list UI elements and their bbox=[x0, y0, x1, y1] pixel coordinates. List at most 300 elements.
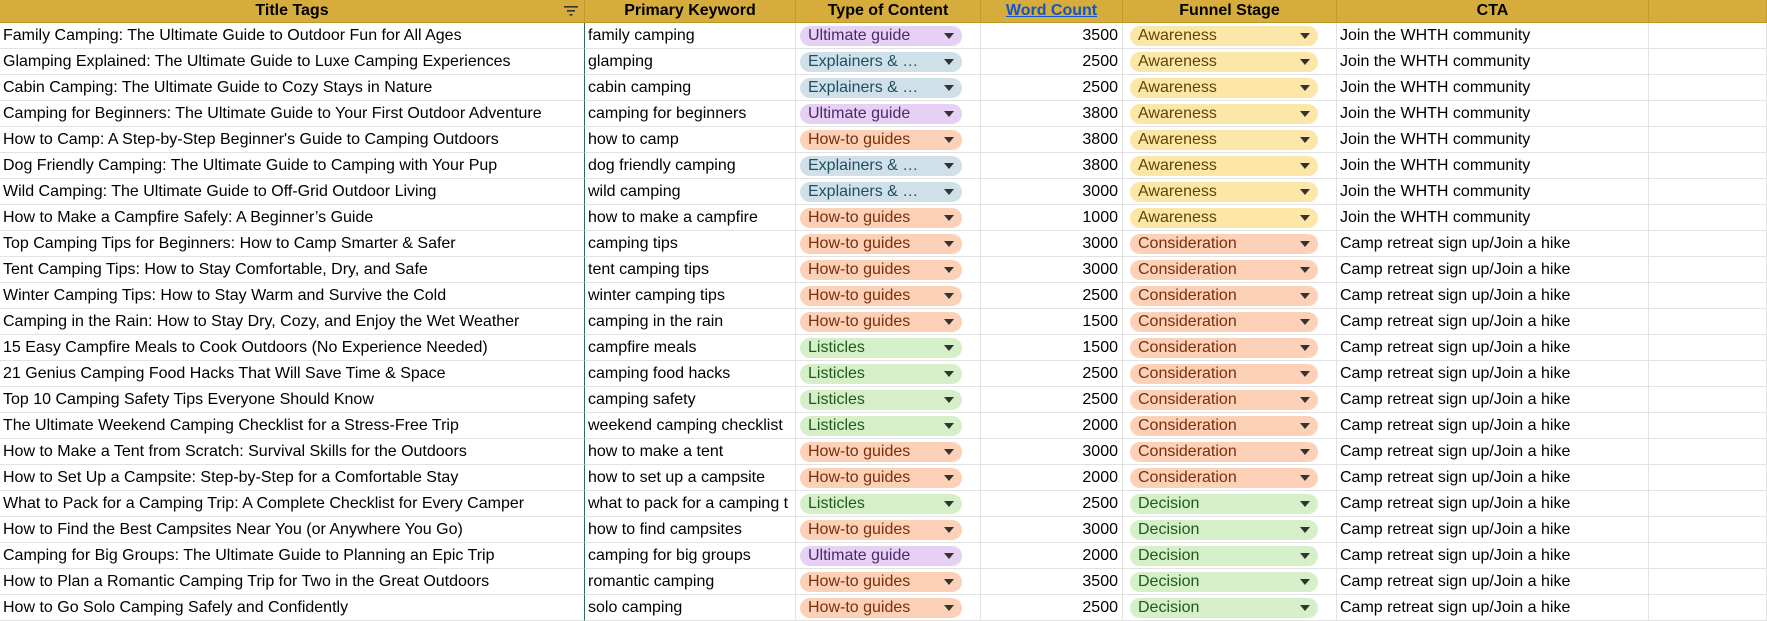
empty-cell[interactable] bbox=[1649, 465, 1767, 491]
primary-keyword-text: dog friendly camping bbox=[588, 156, 736, 174]
type-of-content-value: How-to guides bbox=[808, 468, 911, 486]
funnel-stage-cell[interactable] bbox=[1123, 569, 1337, 595]
word-count-cell[interactable] bbox=[981, 179, 1123, 205]
type-of-content-value: Explainers & … bbox=[808, 156, 919, 174]
dropdown-arrow-icon[interactable] bbox=[944, 579, 954, 585]
empty-cell[interactable] bbox=[1649, 491, 1767, 517]
dropdown-arrow-icon[interactable] bbox=[1300, 59, 1310, 65]
funnel-stage-cell[interactable] bbox=[1123, 517, 1337, 543]
type-of-content-dropdown[interactable] bbox=[800, 546, 962, 566]
empty-cell[interactable] bbox=[1649, 413, 1767, 439]
type-of-content-value: How-to guides bbox=[808, 234, 911, 252]
title-tag-cell[interactable] bbox=[0, 465, 585, 491]
type-of-content-cell[interactable] bbox=[796, 309, 981, 335]
type-of-content-cell[interactable] bbox=[796, 179, 981, 205]
word-count-cell[interactable] bbox=[981, 569, 1123, 595]
empty-cell[interactable] bbox=[1649, 205, 1767, 231]
empty-cell[interactable] bbox=[1649, 569, 1767, 595]
title-tag-cell[interactable] bbox=[0, 309, 585, 335]
cta-cell[interactable] bbox=[1337, 231, 1649, 257]
funnel-stage-dropdown[interactable] bbox=[1130, 260, 1318, 280]
dropdown-arrow-icon[interactable] bbox=[944, 527, 954, 533]
header-primary-keyword[interactable]: Primary Keyword bbox=[585, 0, 796, 23]
dropdown-arrow-icon[interactable] bbox=[1300, 553, 1310, 559]
title-tag-cell[interactable] bbox=[0, 75, 585, 101]
primary-keyword-cell[interactable] bbox=[585, 387, 796, 413]
title-tag-text: Dog Friendly Camping: The Ultimate Guide to Camping with Your Pup bbox=[3, 156, 498, 174]
empty-cell[interactable] bbox=[1649, 283, 1767, 309]
primary-keyword-cell[interactable] bbox=[585, 439, 796, 465]
dropdown-arrow-icon[interactable] bbox=[1300, 371, 1310, 377]
empty-cell[interactable] bbox=[1649, 127, 1767, 153]
dropdown-arrow-icon[interactable] bbox=[944, 475, 954, 481]
primary-keyword-text: tent camping tips bbox=[588, 260, 709, 278]
primary-keyword-text: cabin camping bbox=[588, 78, 692, 96]
word-count-cell[interactable] bbox=[981, 361, 1123, 387]
empty-cell[interactable] bbox=[1649, 335, 1767, 361]
word-count-value: 3800 bbox=[1082, 104, 1118, 122]
dropdown-arrow-icon[interactable] bbox=[1300, 215, 1310, 221]
primary-keyword-cell[interactable] bbox=[585, 231, 796, 257]
funnel-stage-dropdown[interactable] bbox=[1130, 26, 1318, 46]
primary-keyword-cell[interactable] bbox=[585, 361, 796, 387]
title-tag-cell[interactable] bbox=[0, 205, 585, 231]
type-of-content-cell[interactable] bbox=[796, 543, 981, 569]
type-of-content-dropdown[interactable] bbox=[800, 520, 962, 540]
type-of-content-cell[interactable] bbox=[796, 231, 981, 257]
word-count-cell[interactable] bbox=[981, 387, 1123, 413]
primary-keyword-text: romantic camping bbox=[588, 572, 715, 590]
type-of-content-dropdown[interactable] bbox=[800, 598, 962, 618]
type-of-content-dropdown[interactable] bbox=[800, 78, 962, 98]
cta-text: Join the WHTH community bbox=[1340, 182, 1531, 200]
dropdown-arrow-icon[interactable] bbox=[1300, 423, 1310, 429]
dropdown-arrow-icon[interactable] bbox=[1300, 293, 1310, 299]
type-of-content-cell[interactable] bbox=[796, 49, 981, 75]
type-of-content-dropdown[interactable] bbox=[800, 208, 962, 228]
type-of-content-cell[interactable] bbox=[796, 387, 981, 413]
type-of-content-cell[interactable] bbox=[796, 283, 981, 309]
dropdown-arrow-icon[interactable] bbox=[1300, 111, 1310, 117]
dropdown-arrow-icon[interactable] bbox=[1300, 33, 1310, 39]
title-tag-cell[interactable] bbox=[0, 231, 585, 257]
funnel-stage-cell[interactable] bbox=[1123, 75, 1337, 101]
dropdown-arrow-icon[interactable] bbox=[944, 85, 954, 91]
type-of-content-cell[interactable] bbox=[796, 465, 981, 491]
funnel-stage-dropdown[interactable] bbox=[1130, 182, 1318, 202]
dropdown-arrow-icon[interactable] bbox=[944, 163, 954, 169]
cta-cell[interactable] bbox=[1337, 465, 1649, 491]
funnel-stage-cell[interactable] bbox=[1123, 361, 1337, 387]
word-count-cell[interactable] bbox=[981, 491, 1123, 517]
dropdown-arrow-icon[interactable] bbox=[944, 241, 954, 247]
dropdown-arrow-icon[interactable] bbox=[1300, 345, 1310, 351]
primary-keyword-cell[interactable] bbox=[585, 101, 796, 127]
cta-cell[interactable] bbox=[1337, 517, 1649, 543]
dropdown-arrow-icon[interactable] bbox=[944, 423, 954, 429]
dropdown-arrow-icon[interactable] bbox=[1300, 137, 1310, 143]
funnel-stage-dropdown[interactable] bbox=[1130, 312, 1318, 332]
type-of-content-cell[interactable] bbox=[796, 101, 981, 127]
dropdown-arrow-icon[interactable] bbox=[944, 33, 954, 39]
dropdown-arrow-icon[interactable] bbox=[944, 319, 954, 325]
type-of-content-cell[interactable] bbox=[796, 75, 981, 101]
dropdown-arrow-icon[interactable] bbox=[944, 59, 954, 65]
table-body bbox=[0, 23, 1767, 621]
primary-keyword-cell[interactable] bbox=[585, 23, 796, 49]
funnel-stage-dropdown[interactable] bbox=[1130, 338, 1318, 358]
word-count-cell[interactable] bbox=[981, 153, 1123, 179]
type-of-content-cell[interactable] bbox=[796, 439, 981, 465]
cta-cell[interactable] bbox=[1337, 127, 1649, 153]
empty-cell[interactable] bbox=[1649, 517, 1767, 543]
funnel-stage-dropdown[interactable] bbox=[1130, 494, 1318, 514]
funnel-stage-cell[interactable] bbox=[1123, 543, 1337, 569]
word-count-value: 2500 bbox=[1082, 598, 1118, 616]
funnel-stage-cell[interactable] bbox=[1123, 387, 1337, 413]
funnel-stage-dropdown[interactable] bbox=[1130, 52, 1318, 72]
cta-cell[interactable] bbox=[1337, 595, 1649, 621]
cta-cell[interactable] bbox=[1337, 439, 1649, 465]
type-of-content-value: Ultimate guide bbox=[808, 546, 911, 564]
type-of-content-value: Explainers & … bbox=[808, 182, 919, 200]
type-of-content-cell[interactable] bbox=[796, 127, 981, 153]
cta-cell[interactable] bbox=[1337, 335, 1649, 361]
primary-keyword-cell[interactable] bbox=[585, 465, 796, 491]
primary-keyword-cell[interactable] bbox=[585, 517, 796, 543]
cta-cell[interactable] bbox=[1337, 309, 1649, 335]
funnel-stage-dropdown[interactable] bbox=[1130, 234, 1318, 254]
header-word-count-link[interactable]: Word Count bbox=[981, 0, 1123, 23]
cta-cell[interactable] bbox=[1337, 257, 1649, 283]
funnel-stage-value: Consideration bbox=[1138, 442, 1237, 460]
funnel-stage-cell[interactable] bbox=[1123, 309, 1337, 335]
funnel-stage-cell[interactable] bbox=[1123, 439, 1337, 465]
cta-cell[interactable] bbox=[1337, 101, 1649, 127]
cta-cell[interactable] bbox=[1337, 23, 1649, 49]
word-count-value: 3500 bbox=[1082, 572, 1118, 590]
funnel-stage-dropdown[interactable] bbox=[1130, 130, 1318, 150]
cta-cell[interactable] bbox=[1337, 491, 1649, 517]
primary-keyword-cell[interactable] bbox=[585, 309, 796, 335]
title-tag-cell[interactable] bbox=[0, 153, 585, 179]
funnel-stage-value: Consideration bbox=[1138, 260, 1237, 278]
funnel-stage-cell[interactable] bbox=[1123, 595, 1337, 621]
type-of-content-cell[interactable] bbox=[796, 569, 981, 595]
dropdown-arrow-icon[interactable] bbox=[1300, 397, 1310, 403]
word-count-cell[interactable] bbox=[981, 595, 1123, 621]
funnel-stage-dropdown[interactable] bbox=[1130, 156, 1318, 176]
type-of-content-dropdown[interactable] bbox=[800, 364, 962, 384]
funnel-stage-cell[interactable] bbox=[1123, 491, 1337, 517]
empty-cell[interactable] bbox=[1649, 101, 1767, 127]
empty-cell[interactable] bbox=[1649, 595, 1767, 621]
primary-keyword-text: campfire meals bbox=[588, 338, 697, 356]
word-count-cell[interactable] bbox=[981, 75, 1123, 101]
funnel-stage-dropdown[interactable] bbox=[1130, 468, 1318, 488]
dropdown-arrow-icon[interactable] bbox=[1300, 241, 1310, 247]
type-of-content-value: Listicles bbox=[808, 416, 865, 434]
funnel-stage-value: Awareness bbox=[1138, 182, 1217, 200]
dropdown-arrow-icon[interactable] bbox=[1300, 579, 1310, 585]
title-tag-cell[interactable] bbox=[0, 595, 585, 621]
type-of-content-dropdown[interactable] bbox=[800, 442, 962, 462]
type-of-content-dropdown[interactable] bbox=[800, 416, 962, 436]
empty-cell[interactable] bbox=[1649, 49, 1767, 75]
cta-cell[interactable] bbox=[1337, 387, 1649, 413]
cta-cell[interactable] bbox=[1337, 569, 1649, 595]
empty-cell[interactable] bbox=[1649, 361, 1767, 387]
word-count-cell[interactable] bbox=[981, 543, 1123, 569]
word-count-cell[interactable] bbox=[981, 101, 1123, 127]
type-of-content-cell[interactable] bbox=[796, 517, 981, 543]
primary-keyword-cell[interactable] bbox=[585, 543, 796, 569]
filter-icon[interactable] bbox=[564, 5, 578, 17]
empty-cell[interactable] bbox=[1649, 179, 1767, 205]
funnel-stage-cell[interactable] bbox=[1123, 179, 1337, 205]
title-tag-cell[interactable] bbox=[0, 257, 585, 283]
word-count-value: 2500 bbox=[1082, 78, 1118, 96]
type-of-content-cell[interactable] bbox=[796, 205, 981, 231]
title-tag-text: How to Find the Best Campsites Near You (or Anywhere You Go) bbox=[3, 520, 463, 538]
type-of-content-dropdown[interactable] bbox=[800, 182, 962, 202]
word-count-cell[interactable] bbox=[981, 205, 1123, 231]
cta-text: Camp retreat sign up/Join a hike bbox=[1340, 286, 1571, 304]
type-of-content-dropdown[interactable] bbox=[800, 156, 962, 176]
dropdown-arrow-icon[interactable] bbox=[1300, 189, 1310, 195]
type-of-content-cell[interactable] bbox=[796, 361, 981, 387]
type-of-content-dropdown[interactable] bbox=[800, 26, 962, 46]
title-tag-cell[interactable] bbox=[0, 491, 585, 517]
dropdown-arrow-icon[interactable] bbox=[1300, 501, 1310, 507]
funnel-stage-dropdown[interactable] bbox=[1130, 390, 1318, 410]
primary-keyword-cell[interactable] bbox=[585, 335, 796, 361]
cta-text: Join the WHTH community bbox=[1340, 208, 1531, 226]
empty-cell[interactable] bbox=[1649, 439, 1767, 465]
empty-cell[interactable] bbox=[1649, 23, 1767, 49]
primary-keyword-cell[interactable] bbox=[585, 49, 796, 75]
title-tag-cell[interactable] bbox=[0, 335, 585, 361]
dropdown-arrow-icon[interactable] bbox=[1300, 85, 1310, 91]
header-empty[interactable] bbox=[1649, 0, 1767, 23]
funnel-stage-cell[interactable] bbox=[1123, 335, 1337, 361]
primary-keyword-cell[interactable] bbox=[585, 283, 796, 309]
primary-keyword-text: how to camp bbox=[588, 130, 679, 148]
dropdown-arrow-icon[interactable] bbox=[944, 345, 954, 351]
dropdown-arrow-icon[interactable] bbox=[944, 397, 954, 403]
cta-cell[interactable] bbox=[1337, 49, 1649, 75]
funnel-stage-cell[interactable] bbox=[1123, 231, 1337, 257]
empty-cell[interactable] bbox=[1649, 543, 1767, 569]
dropdown-arrow-icon[interactable] bbox=[1300, 475, 1310, 481]
word-count-cell[interactable] bbox=[981, 49, 1123, 75]
primary-keyword-cell[interactable] bbox=[585, 75, 796, 101]
title-tag-text: Winter Camping Tips: How to Stay Warm and Survive the Cold bbox=[3, 286, 447, 304]
type-of-content-dropdown[interactable] bbox=[800, 338, 962, 358]
primary-keyword-cell[interactable] bbox=[585, 491, 796, 517]
cta-cell[interactable] bbox=[1337, 179, 1649, 205]
funnel-stage-cell[interactable] bbox=[1123, 127, 1337, 153]
cta-cell[interactable] bbox=[1337, 283, 1649, 309]
funnel-stage-cell[interactable] bbox=[1123, 23, 1337, 49]
funnel-stage-dropdown[interactable] bbox=[1130, 442, 1318, 462]
empty-cell[interactable] bbox=[1649, 75, 1767, 101]
type-of-content-cell[interactable] bbox=[796, 413, 981, 439]
word-count-value: 2500 bbox=[1082, 494, 1118, 512]
cta-cell[interactable] bbox=[1337, 205, 1649, 231]
empty-cell[interactable] bbox=[1649, 309, 1767, 335]
word-count-cell[interactable] bbox=[981, 23, 1123, 49]
funnel-stage-dropdown[interactable] bbox=[1130, 598, 1318, 618]
funnel-stage-dropdown[interactable] bbox=[1130, 78, 1318, 98]
primary-keyword-cell[interactable] bbox=[585, 595, 796, 621]
funnel-stage-value: Awareness bbox=[1138, 78, 1217, 96]
word-count-cell[interactable] bbox=[981, 231, 1123, 257]
header-funnel-stage[interactable]: Funnel Stage bbox=[1123, 0, 1337, 23]
type-of-content-cell[interactable] bbox=[796, 335, 981, 361]
funnel-stage-dropdown[interactable] bbox=[1130, 286, 1318, 306]
type-of-content-dropdown[interactable] bbox=[800, 52, 962, 72]
type-of-content-cell[interactable] bbox=[796, 23, 981, 49]
primary-keyword-text: weekend camping checklist bbox=[588, 416, 783, 434]
word-count-cell[interactable] bbox=[981, 413, 1123, 439]
word-count-cell[interactable] bbox=[981, 465, 1123, 491]
title-tag-cell[interactable] bbox=[0, 387, 585, 413]
dropdown-arrow-icon[interactable] bbox=[1300, 319, 1310, 325]
dropdown-arrow-icon[interactable] bbox=[944, 293, 954, 299]
word-count-value: 2500 bbox=[1082, 364, 1118, 382]
word-count-cell[interactable] bbox=[981, 335, 1123, 361]
funnel-stage-dropdown[interactable] bbox=[1130, 520, 1318, 540]
funnel-stage-cell[interactable] bbox=[1123, 101, 1337, 127]
funnel-stage-cell[interactable] bbox=[1123, 153, 1337, 179]
primary-keyword-text: camping in the rain bbox=[588, 312, 724, 330]
word-count-cell[interactable] bbox=[981, 127, 1123, 153]
empty-cell[interactable] bbox=[1649, 231, 1767, 257]
type-of-content-cell[interactable] bbox=[796, 595, 981, 621]
type-of-content-cell[interactable] bbox=[796, 153, 981, 179]
title-tag-cell[interactable] bbox=[0, 179, 585, 205]
cta-cell[interactable] bbox=[1337, 361, 1649, 387]
primary-keyword-cell[interactable] bbox=[585, 153, 796, 179]
title-tag-cell[interactable] bbox=[0, 101, 585, 127]
type-of-content-value: How-to guides bbox=[808, 442, 911, 460]
dropdown-arrow-icon[interactable] bbox=[944, 553, 954, 559]
type-of-content-cell[interactable] bbox=[796, 257, 981, 283]
type-of-content-dropdown[interactable] bbox=[800, 130, 962, 150]
dropdown-arrow-icon[interactable] bbox=[944, 449, 954, 455]
funnel-stage-dropdown[interactable] bbox=[1130, 572, 1318, 592]
word-count-cell[interactable] bbox=[981, 439, 1123, 465]
funnel-stage-value: Awareness bbox=[1138, 156, 1217, 174]
word-count-cell[interactable] bbox=[981, 517, 1123, 543]
dropdown-arrow-icon[interactable] bbox=[944, 267, 954, 273]
empty-cell[interactable] bbox=[1649, 153, 1767, 179]
primary-keyword-cell[interactable] bbox=[585, 179, 796, 205]
funnel-stage-dropdown[interactable] bbox=[1130, 208, 1318, 228]
cta-cell[interactable] bbox=[1337, 75, 1649, 101]
word-count-cell[interactable] bbox=[981, 309, 1123, 335]
type-of-content-dropdown[interactable] bbox=[800, 234, 962, 254]
title-tag-text: Glamping Explained: The Ultimate Guide to Luxe Camping Experiences bbox=[3, 52, 511, 70]
title-tag-cell[interactable] bbox=[0, 543, 585, 569]
type-of-content-cell[interactable] bbox=[796, 491, 981, 517]
word-count-value: 2500 bbox=[1082, 52, 1118, 70]
funnel-stage-dropdown[interactable] bbox=[1130, 364, 1318, 384]
dropdown-arrow-icon[interactable] bbox=[944, 111, 954, 117]
primary-keyword-cell[interactable] bbox=[585, 205, 796, 231]
title-tag-cell[interactable] bbox=[0, 569, 585, 595]
title-tag-cell[interactable] bbox=[0, 23, 585, 49]
dropdown-arrow-icon[interactable] bbox=[1300, 449, 1310, 455]
primary-keyword-cell[interactable] bbox=[585, 413, 796, 439]
type-of-content-dropdown[interactable] bbox=[800, 104, 962, 124]
funnel-stage-cell[interactable] bbox=[1123, 465, 1337, 491]
funnel-stage-dropdown[interactable] bbox=[1130, 416, 1318, 436]
cta-cell[interactable] bbox=[1337, 413, 1649, 439]
dropdown-arrow-icon[interactable] bbox=[944, 501, 954, 507]
type-of-content-dropdown[interactable] bbox=[800, 390, 962, 410]
funnel-stage-cell[interactable] bbox=[1123, 49, 1337, 75]
dropdown-arrow-icon[interactable] bbox=[944, 215, 954, 221]
title-tag-cell[interactable] bbox=[0, 283, 585, 309]
dropdown-arrow-icon[interactable] bbox=[1300, 605, 1310, 611]
type-of-content-dropdown[interactable] bbox=[800, 286, 962, 306]
type-of-content-dropdown[interactable] bbox=[800, 494, 962, 514]
funnel-stage-dropdown[interactable] bbox=[1130, 546, 1318, 566]
title-tag-cell[interactable] bbox=[0, 413, 585, 439]
funnel-stage-dropdown[interactable] bbox=[1130, 104, 1318, 124]
title-tag-cell[interactable] bbox=[0, 361, 585, 387]
dropdown-arrow-icon[interactable] bbox=[1300, 163, 1310, 169]
title-tag-cell[interactable] bbox=[0, 517, 585, 543]
table-row bbox=[0, 101, 1767, 127]
empty-cell[interactable] bbox=[1649, 257, 1767, 283]
title-tag-cell[interactable] bbox=[0, 439, 585, 465]
funnel-stage-cell[interactable] bbox=[1123, 283, 1337, 309]
funnel-stage-cell[interactable] bbox=[1123, 413, 1337, 439]
title-tag-cell[interactable] bbox=[0, 49, 585, 75]
funnel-stage-cell[interactable] bbox=[1123, 257, 1337, 283]
funnel-stage-cell[interactable] bbox=[1123, 205, 1337, 231]
dropdown-arrow-icon[interactable] bbox=[1300, 267, 1310, 273]
dropdown-arrow-icon[interactable] bbox=[944, 137, 954, 143]
word-count-cell[interactable] bbox=[981, 257, 1123, 283]
title-tag-cell[interactable] bbox=[0, 127, 585, 153]
dropdown-arrow-icon[interactable] bbox=[1300, 527, 1310, 533]
type-of-content-dropdown[interactable] bbox=[800, 572, 962, 592]
primary-keyword-cell[interactable] bbox=[585, 257, 796, 283]
funnel-stage-value: Awareness bbox=[1138, 26, 1217, 44]
cta-cell[interactable] bbox=[1337, 543, 1649, 569]
primary-keyword-cell[interactable] bbox=[585, 569, 796, 595]
primary-keyword-text: how to find campsites bbox=[588, 520, 742, 538]
type-of-content-dropdown[interactable] bbox=[800, 312, 962, 332]
type-of-content-dropdown[interactable] bbox=[800, 260, 962, 280]
cta-cell[interactable] bbox=[1337, 153, 1649, 179]
header-type-of-content[interactable]: Type of Content bbox=[796, 0, 981, 23]
type-of-content-dropdown[interactable] bbox=[800, 468, 962, 488]
empty-cell[interactable] bbox=[1649, 387, 1767, 413]
header-title-tags[interactable]: Title Tags bbox=[0, 0, 585, 23]
dropdown-arrow-icon[interactable] bbox=[944, 189, 954, 195]
dropdown-arrow-icon[interactable] bbox=[944, 371, 954, 377]
word-count-cell[interactable] bbox=[981, 283, 1123, 309]
primary-keyword-cell[interactable] bbox=[585, 127, 796, 153]
dropdown-arrow-icon[interactable] bbox=[944, 605, 954, 611]
title-tag-text: 21 Genius Camping Food Hacks That Will Save Time & Space bbox=[3, 364, 446, 382]
header-cta[interactable]: CTA bbox=[1337, 0, 1649, 23]
